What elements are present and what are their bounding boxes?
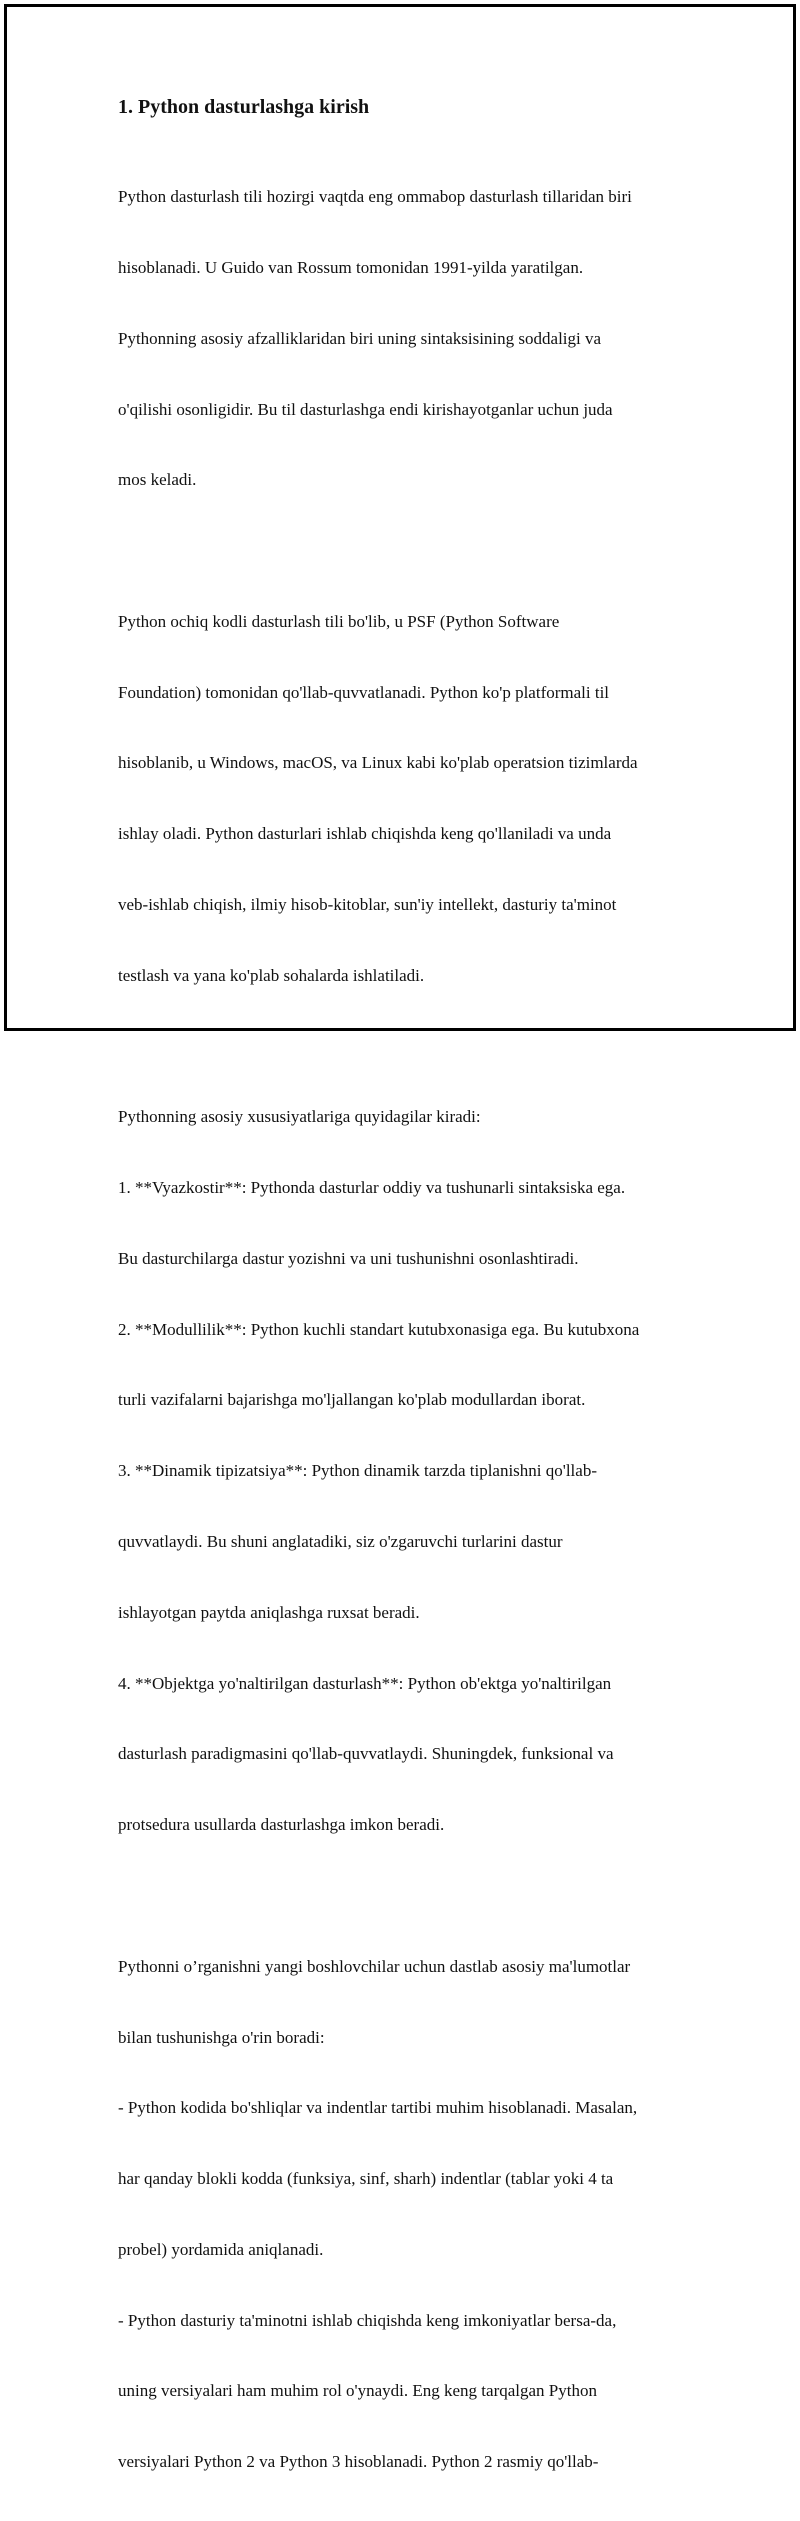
text-line: 2. **Modullilik**: Python kuchli standart kutubxonasiga ega. Bu kutubxona xyxy=(118,1319,640,1339)
text-line: probel) yordamida aniqlanadi. xyxy=(118,2239,324,2259)
text-line: uning versiyalari ham muhim rol o'ynaydi. Eng keng tarqalgan Python xyxy=(118,2381,597,2401)
text-line: hisoblanadi. U Guido van Rossum tomonidan 1991-yilda yaratilgan. xyxy=(118,257,584,277)
text-line: versiyalari Python 2 va Python 3 hisoblanadi. Python 2 rasmiy qo'llab- xyxy=(118,2452,599,2472)
text-line: - Python dasturiy ta'minotni ishlab chiqishda keng imkoniyatlar bersa-da, xyxy=(118,2310,617,2330)
section-heading: 1. Python dasturlashga kirish xyxy=(118,96,370,118)
text-line: bilan tushunishga o'rin boradi: xyxy=(118,2027,325,2047)
text-line: quvvatlaydi. Bu shuni anglatadiki, siz o'zgaruvchi turlarini dastur xyxy=(118,1532,563,1552)
text-line: ishlayotgan paytda aniqlashga ruxsat beradi. xyxy=(118,1602,420,1622)
text-line: Pythonning asosiy xususiyatlariga quyidagilar kiradi: xyxy=(118,1107,481,1127)
paragraph-features xyxy=(118,1058,698,1884)
text-line: turli vazifalarni bajarishga mo'ljallangan ko'plab modullardan iborat. xyxy=(118,1390,586,1410)
text-line: har qanday blokli kodda (funksiya, sinf, sharh) indentlar (tablar yoki 4 ta xyxy=(118,2169,614,2189)
paragraph-gap xyxy=(118,1035,698,1059)
document-body xyxy=(118,94,698,2521)
text-line: Python ochiq kodli dasturlash tili bo'lib, u PSF (Python Software xyxy=(118,611,560,631)
paragraph-gap xyxy=(118,1884,698,1908)
text-line: mos keladi. xyxy=(118,470,197,490)
text-line: 3. **Dinamik tipizatsiya**: Python dinamik tarzda tiplanishni qo'llab- xyxy=(118,1461,597,1481)
text-line: Python dasturlash tili hozirgi vaqtda eng ommabop dasturlash tillaridan biri xyxy=(118,187,632,207)
text-line: Pythonning asosiy afzalliklaridan biri uning sintaksisining soddaligi va xyxy=(118,328,602,348)
text-line: hisoblanib, u Windows, macOS, va Linux kabi ko'plab operatsion tizimlarda xyxy=(118,753,638,773)
text-line: ishlay oladi. Python dasturlari ishlab chiqishda keng qo'llaniladi va unda xyxy=(118,824,612,844)
text-line: Foundation) tomonidan qo'llab-quvvatlanadi. Python ko'p platformali til xyxy=(118,682,610,702)
paragraph-gap xyxy=(118,539,698,563)
text-line: Pythonni o’rganishni yangi boshlovchilar uchun dastlab asosiy ma'lumotlar xyxy=(118,1956,631,1976)
text-line: veb-ishlab chiqish, ilmiy hisob-kitoblar, sun'iy intellekt, dasturiy ta'minot xyxy=(118,895,617,914)
text-line: dasturlash paradigmasini qo'llab-quvvatlaydi. Shuningdek, funksional va xyxy=(118,1744,614,1764)
text-line: 1. **Vyazkostir**: Pythonda dasturlar oddiy va tushunarli sintaksiska ega. xyxy=(118,1178,626,1198)
paragraph-intro xyxy=(118,138,698,539)
text-line: testlash va yana ko'plab sohalarda ishlatiladi. xyxy=(118,965,425,985)
text-line: protsedura usullarda dasturlashga imkon beradi. xyxy=(118,1815,445,1835)
paragraph-open-source xyxy=(118,563,698,1035)
text-line: - Python kodida bo'shliqlar va indentlar tartibi muhim hisoblanadi. Masalan, xyxy=(118,2098,638,2118)
text-line: 4. **Objektga yo'naltirilgan dasturlash**: Python ob'ektga yo'naltirilgan xyxy=(118,1673,612,1693)
text-line: o'qilishi osonligidir. Bu til dasturlashga endi kirishayotganlar uchun juda xyxy=(118,399,613,419)
paragraph-beginners xyxy=(118,1908,698,2521)
text-line: Bu dasturchilarga dastur yozishni va uni tushunishni osonlashtiradi. xyxy=(118,1248,579,1268)
